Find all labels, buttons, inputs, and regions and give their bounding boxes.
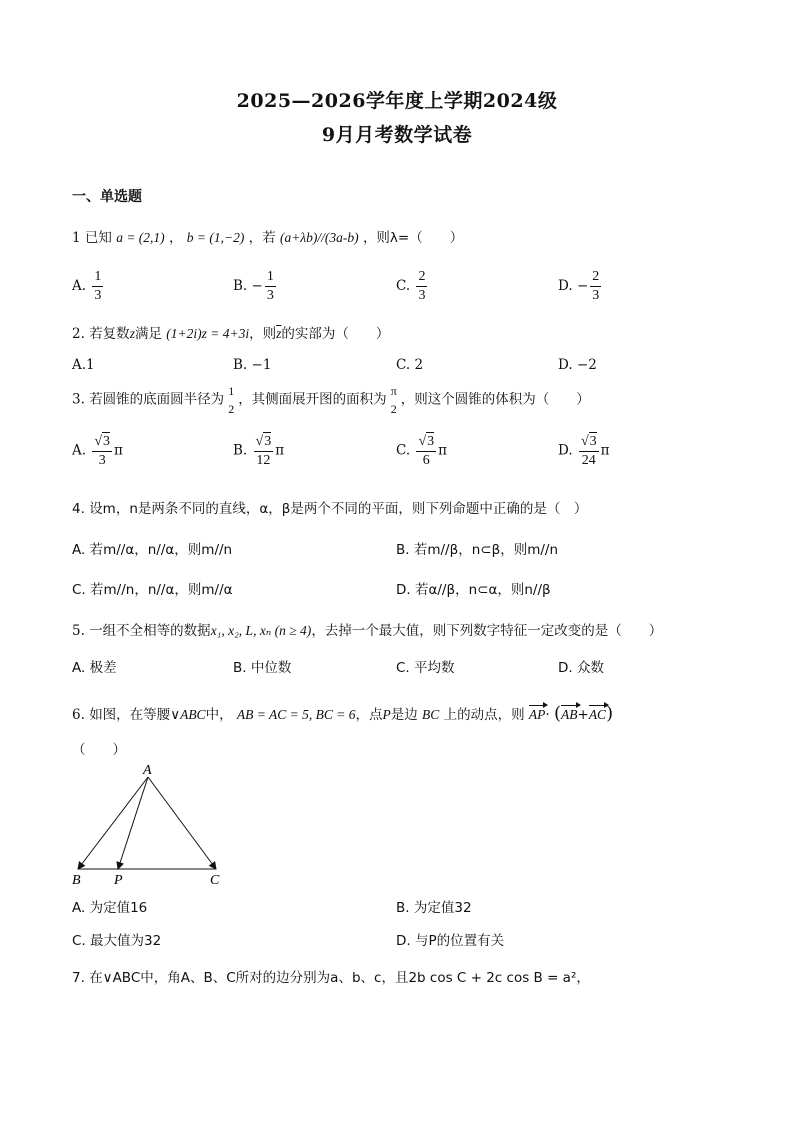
q4-option-d: D. 若α//β，n⊂α，则n//β bbox=[396, 582, 551, 598]
q5-option-a: A. 极差 bbox=[72, 660, 117, 676]
vector-ac: AC bbox=[588, 707, 607, 722]
vector-ab: AB bbox=[561, 707, 578, 722]
area-fraction: π 2 bbox=[390, 384, 397, 416]
q2-option-a: A.1 bbox=[72, 357, 95, 373]
q3-option-b: B. $\frac{√3}{12}$ π bbox=[233, 434, 285, 468]
vector-ac-line bbox=[148, 777, 216, 869]
label-c: C bbox=[210, 873, 220, 888]
question-7: 7. 在∨ABC中，角A、B、C所对的边分别为a、b、c，且2b cos C + 2c cos B = a²， bbox=[72, 970, 590, 986]
q6-option-d: D. 与P的位置有关 bbox=[396, 933, 505, 949]
q6-option-a: A. 为定值16 bbox=[72, 900, 148, 916]
question-5: 5. 一组不全相等的数据x₁, x₂, L, xₙ (n ≥ 4)，去掉一个最大值，则下列数字特征一定改变的是（ ） bbox=[72, 623, 663, 639]
complex-equation: (1+2i)z = 4+3i bbox=[166, 326, 250, 341]
q1-option-c: C. $\frac{2}{3}$ bbox=[396, 269, 426, 303]
q6-option-b: B. 为定值32 bbox=[396, 900, 472, 916]
vector-ap: AP bbox=[528, 707, 546, 722]
vector-a-expr: a = (2,1) bbox=[116, 230, 165, 245]
q6-option-c: C. 最大值为32 bbox=[72, 933, 162, 949]
q2-option-d: D. −2 bbox=[558, 357, 597, 373]
q4-option-c: C. 若m//n，n//α，则m//α bbox=[72, 582, 233, 598]
question-text: 已知 bbox=[84, 230, 112, 246]
q3-option-a: A. $\frac{√3}{3}$ π bbox=[72, 434, 123, 468]
q4-option-b: B. 若m//β，n⊂β，则m//n bbox=[396, 542, 559, 558]
radius-fraction: 1 2 bbox=[228, 384, 235, 416]
fraction: $\frac{1}{3}$ bbox=[94, 269, 102, 303]
q1-option-b: B. − $\frac{1}{3}$ bbox=[233, 269, 274, 303]
fraction: $\frac{2}{3}$ bbox=[592, 269, 600, 303]
section-title: 一、单选题 bbox=[72, 189, 142, 205]
q3-option-d: D. $\frac{√3}{24}$ π bbox=[558, 434, 610, 468]
question-6-paren: （ ） bbox=[72, 742, 126, 758]
exam-title-line1: 2025—2026学年度上学期2024级 bbox=[236, 90, 558, 112]
q2-option-b: B. −1 bbox=[233, 357, 272, 373]
parallel-condition: (a+λb)//(3a-b) bbox=[279, 230, 359, 245]
question-6: 6. 如图，在等腰∨ABC中， AB = AC = 5, BC = 6，点P是边 BC 上的动点，则 AP· (AB+AC) bbox=[72, 703, 614, 724]
question-1: 1 已知 a = (2,1) ， b = (1,−2) ，若 (a+λb)//(3a-b) ，则λ=（ ） bbox=[72, 230, 464, 246]
vector-b-expr: b = (1,−2) bbox=[186, 230, 245, 245]
q1-option-d: D. − $\frac{2}{3}$ bbox=[558, 269, 600, 303]
vector-ap-line bbox=[118, 777, 148, 869]
fraction: $\frac{1}{3}$ bbox=[266, 269, 274, 303]
exam-title-line2: 9月月考数学试卷 bbox=[321, 124, 473, 146]
conjugate-z: $\overline{z}$ bbox=[276, 326, 282, 341]
q5-option-b: B. 中位数 bbox=[233, 660, 292, 676]
label-b: B bbox=[72, 873, 81, 888]
label-a: A bbox=[143, 763, 152, 778]
fraction: $\frac{2}{3}$ bbox=[418, 269, 426, 303]
label-p: P bbox=[114, 873, 123, 888]
q3-option-c: C. $\frac{√3}{6}$ π bbox=[396, 434, 447, 468]
question-2: 2. 若复数z满足 (1+2i)z = 4+3i，则$\overline{z}$的实部为（ ） bbox=[72, 326, 390, 342]
triangle-figure bbox=[70, 763, 230, 893]
q5-option-c: C. 平均数 bbox=[396, 660, 455, 676]
question-number: 1 bbox=[72, 230, 81, 246]
data-sequence: x₁, x₂, L, xₙ (n ≥ 4) bbox=[210, 623, 312, 638]
q4-option-a: A. 若m//α，n//α，则m//n bbox=[72, 542, 233, 558]
q5-option-d: D. 众数 bbox=[558, 660, 604, 676]
question-4: 4. 设m，n是两条不同的直线，α，β是两个不同的平面，则下列命题中正确的是（ ） bbox=[72, 501, 588, 517]
vector-ab-line bbox=[78, 777, 148, 869]
q1-option-a: A. $\frac{1}{3}$ bbox=[72, 269, 102, 303]
q2-option-c: C. 2 bbox=[396, 357, 424, 373]
question-3: 3. 若圆锥的底面圆半径为 1 2 ，其侧面展开图的面积为 π 2 ，则这个圆锥的体积为（ ） bbox=[72, 384, 590, 416]
